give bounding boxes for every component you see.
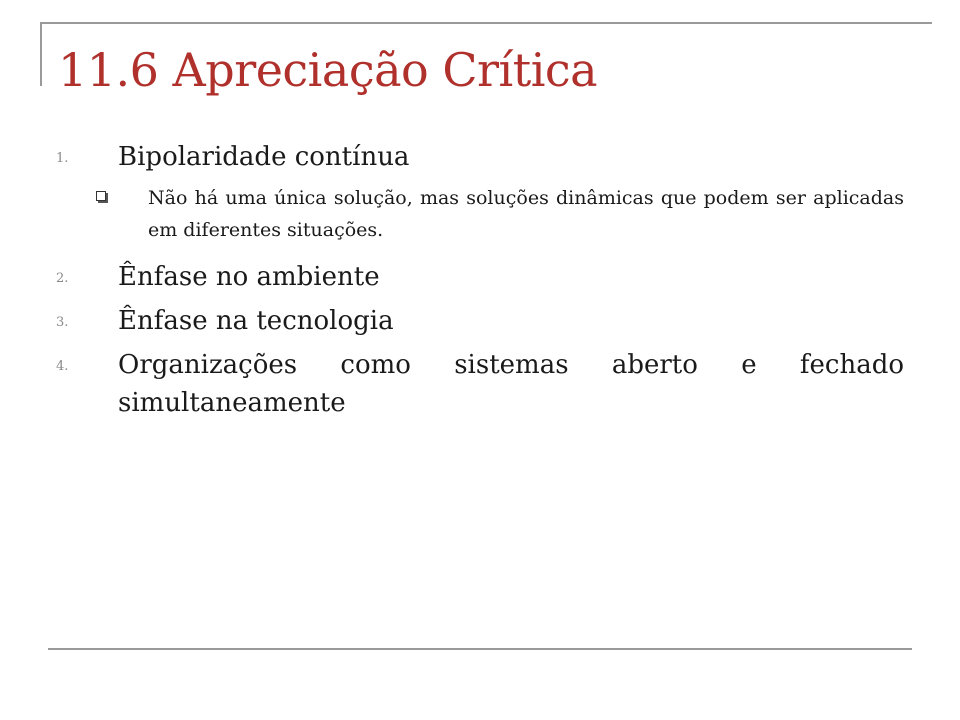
list-number: 3. xyxy=(56,315,69,330)
list-item-3 xyxy=(56,302,904,340)
hollow-square-bullet-icon xyxy=(96,191,106,201)
list-item-text: Ênfase na tecnologia xyxy=(118,306,394,336)
list-item-text: Ênfase no ambiente xyxy=(118,262,380,292)
list-item-4 xyxy=(56,346,904,422)
slide-title: 11.6 Apreciação Crítica xyxy=(58,43,598,97)
sub-list-item xyxy=(56,182,904,246)
list-number: 4. xyxy=(56,359,69,374)
frame-bottom-rule xyxy=(48,648,912,650)
list-number: 1. xyxy=(56,151,69,166)
frame-left-rule xyxy=(40,22,42,86)
sub-list-item-text: Não há uma única solução, mas soluções dinâmicas que podem ser aplicadas em diferentes situações. xyxy=(148,187,904,241)
list-item-1 xyxy=(56,138,904,176)
list-item-text: Organizações como sistemas aberto e fechado simultaneamente xyxy=(118,350,904,418)
list-item-2 xyxy=(56,258,904,296)
list-number: 2. xyxy=(56,271,69,286)
slide-content xyxy=(56,138,904,422)
list-item-text: Bipolaridade contínua xyxy=(118,142,410,172)
frame-top-rule xyxy=(40,22,932,24)
